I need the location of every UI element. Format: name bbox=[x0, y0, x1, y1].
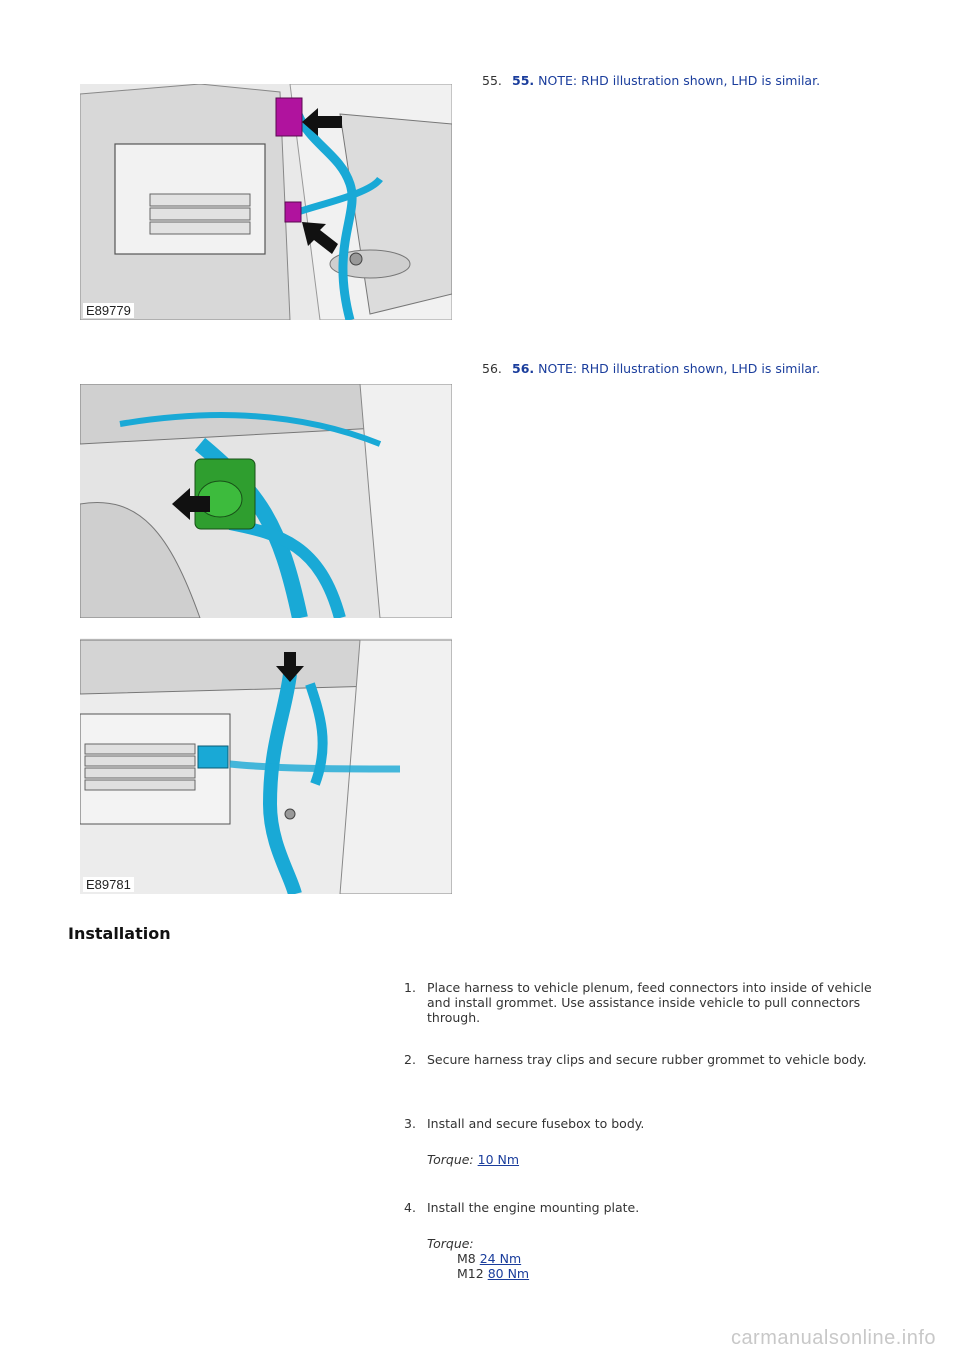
figure-id: E89781 bbox=[83, 877, 134, 892]
install-step-3: 3. Install and secure fusebox to body. bbox=[404, 1116, 645, 1131]
install-step-4: 4. Install the engine mounting plate. bbox=[404, 1200, 640, 1215]
figure-id: E89779 bbox=[83, 303, 134, 318]
grommet-harness-illustration bbox=[80, 384, 452, 894]
installation-heading: Installation bbox=[68, 924, 171, 943]
torque-row-m12: M12 80 Nm bbox=[457, 1266, 530, 1281]
torque-row-m8: M8 24 Nm bbox=[457, 1251, 522, 1266]
install-step-2: 2. Secure harness tray clips and secure rubber grommet to vehicle body. bbox=[404, 1052, 867, 1067]
torque-link[interactable]: 10 Nm bbox=[477, 1152, 520, 1167]
install-step-1: 1. Place harness to vehicle plenum, feed connectors into inside of vehicle and install grommet. Use assistance inside vehicle to pull connectors through. bbox=[404, 980, 872, 1025]
step-56: 56. 56. NOTE: RHD illustration shown, LHD is similar. bbox=[482, 361, 821, 376]
illustration-e89781 bbox=[80, 384, 452, 894]
torque-link[interactable]: 24 Nm bbox=[479, 1251, 522, 1266]
torque-link[interactable]: 80 Nm bbox=[487, 1266, 530, 1281]
step-55: 55. 55. NOTE: RHD illustration shown, LHD is similar. bbox=[482, 73, 821, 88]
torque-step-3: Torque: 10 Nm bbox=[427, 1152, 520, 1167]
fusebox-connector-illustration bbox=[80, 84, 452, 320]
watermark: carmanualsonline.info bbox=[730, 1327, 936, 1349]
illustration-e89779 bbox=[80, 84, 452, 320]
torque-step-4: Torque: M8 24 Nm M12 80 Nm bbox=[427, 1236, 530, 1281]
